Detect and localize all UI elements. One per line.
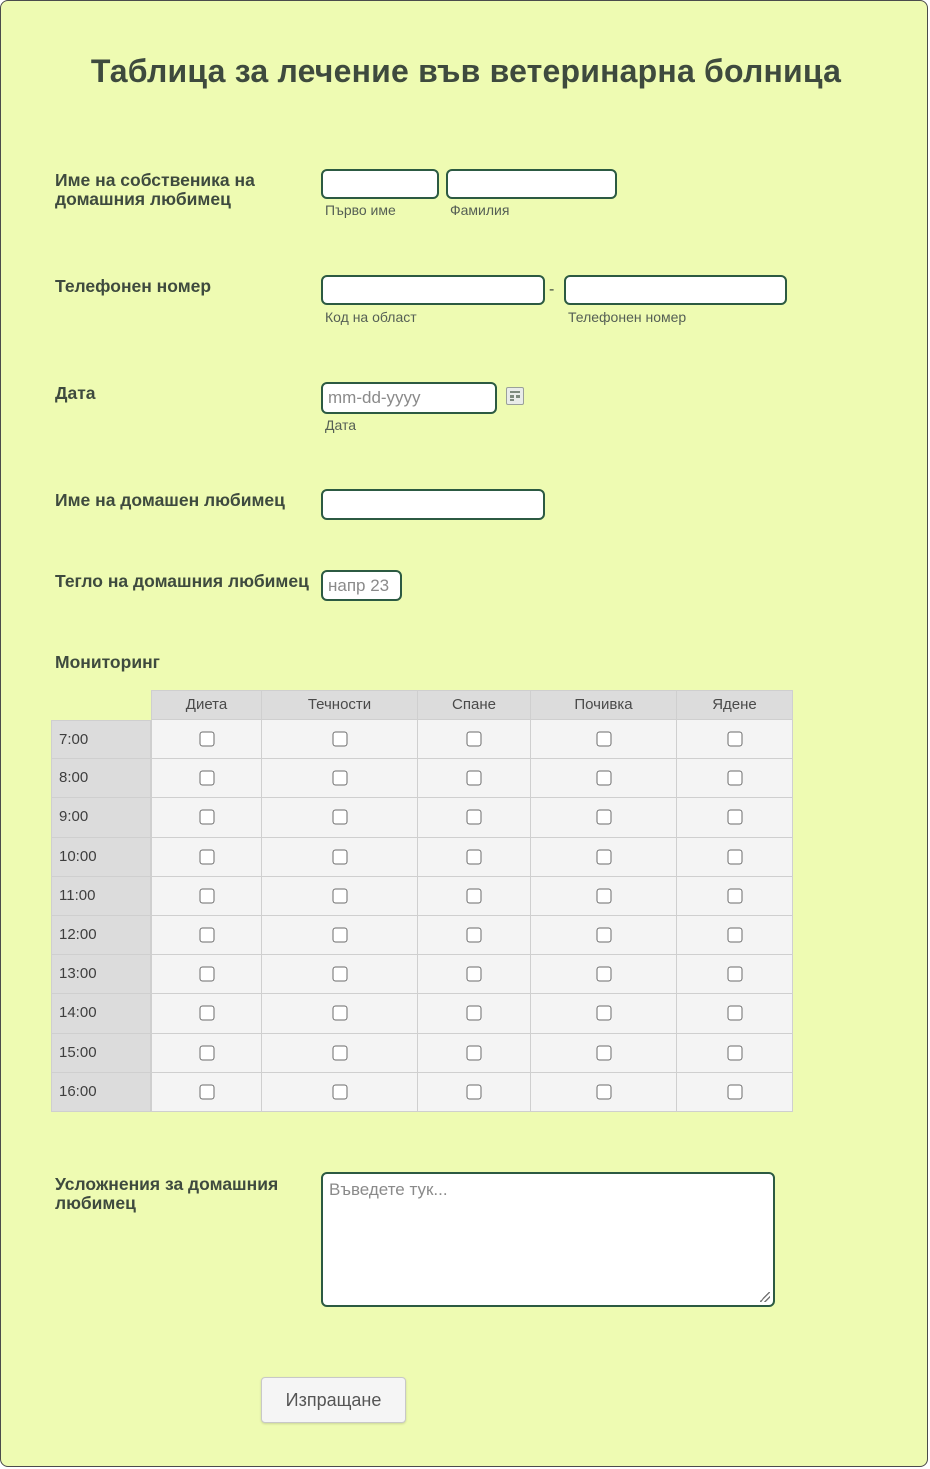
grid-checkbox[interactable] xyxy=(332,967,347,982)
pet-name-input[interactable] xyxy=(321,489,545,520)
grid-cell xyxy=(262,877,418,916)
grid-row-header: 8:00 xyxy=(51,759,151,798)
grid-cell xyxy=(418,1034,531,1073)
owner-last-name-input[interactable] xyxy=(446,169,617,199)
grid-cell xyxy=(418,759,531,798)
grid-checkbox[interactable] xyxy=(199,1006,214,1021)
grid-checkbox[interactable] xyxy=(467,732,482,747)
grid-checkbox[interactable] xyxy=(596,732,611,747)
grid-checkbox[interactable] xyxy=(199,967,214,982)
grid-checkbox[interactable] xyxy=(199,810,214,825)
owner-name-label: Име на собственика на домашния любимец xyxy=(55,170,255,209)
grid-cell xyxy=(677,798,793,837)
grid-checkbox[interactable] xyxy=(199,732,214,747)
grid-cell xyxy=(418,955,531,994)
grid-checkbox[interactable] xyxy=(467,1045,482,1060)
grid-checkbox[interactable] xyxy=(727,1045,742,1060)
grid-checkbox[interactable] xyxy=(727,771,742,786)
form-title: Таблица за лечение във ветеринарна болница xyxy=(90,53,842,89)
grid-cell xyxy=(262,1034,418,1073)
grid-cell xyxy=(151,720,262,759)
grid-cell xyxy=(677,720,793,759)
grid-row-header: 10:00 xyxy=(51,838,151,877)
grid-column-header: Диета xyxy=(151,690,262,720)
grid-cell xyxy=(677,1073,793,1112)
grid-checkbox[interactable] xyxy=(596,771,611,786)
area-code-sublabel: Код на област xyxy=(325,309,417,325)
grid-checkbox[interactable] xyxy=(727,732,742,747)
grid-checkbox[interactable] xyxy=(467,1084,482,1099)
date-label: Дата xyxy=(55,383,96,403)
grid-cell xyxy=(677,1034,793,1073)
grid-row-header: 11:00 xyxy=(51,877,151,916)
last-name-sublabel: Фамилия xyxy=(450,202,510,218)
grid-checkbox[interactable] xyxy=(332,888,347,903)
grid-checkbox[interactable] xyxy=(332,1006,347,1021)
grid-cell xyxy=(151,1073,262,1112)
monitoring-label: Мониторинг xyxy=(55,652,160,672)
monitoring-grid xyxy=(51,690,793,1112)
grid-column-header: Почивка xyxy=(531,690,677,720)
grid-cell xyxy=(531,1073,677,1112)
grid-checkbox[interactable] xyxy=(727,849,742,864)
grid-checkbox[interactable] xyxy=(467,888,482,903)
owner-first-name-input[interactable] xyxy=(321,169,439,199)
grid-row-header: 16:00 xyxy=(51,1073,151,1112)
grid-cell xyxy=(531,720,677,759)
grid-cell xyxy=(262,994,418,1033)
grid-checkbox[interactable] xyxy=(467,849,482,864)
grid-checkbox[interactable] xyxy=(596,849,611,864)
grid-checkbox[interactable] xyxy=(199,771,214,786)
grid-cell xyxy=(677,877,793,916)
grid-checkbox[interactable] xyxy=(467,771,482,786)
grid-checkbox[interactable] xyxy=(596,888,611,903)
grid-column-header: Ядене xyxy=(677,690,793,720)
grid-cell xyxy=(418,916,531,955)
grid-checkbox[interactable] xyxy=(596,1045,611,1060)
submit-button[interactable]: Изпращане xyxy=(261,1377,406,1423)
grid-column-header: Течности xyxy=(262,690,418,720)
grid-cell xyxy=(531,955,677,994)
phone-area-code-input[interactable] xyxy=(321,275,545,305)
grid-row-header: 12:00 xyxy=(51,916,151,955)
grid-row-header: 7:00 xyxy=(51,720,151,759)
phone-separator: - xyxy=(549,281,555,298)
grid-row-header: 13:00 xyxy=(51,955,151,994)
grid-row-header: 15:00 xyxy=(51,1034,151,1073)
grid-checkbox[interactable] xyxy=(727,967,742,982)
pet-weight-label: Тегло на домашния любимец xyxy=(55,571,309,591)
grid-row-header: 14:00 xyxy=(51,994,151,1033)
grid-checkbox[interactable] xyxy=(596,967,611,982)
grid-cell xyxy=(531,1034,677,1073)
grid-cell xyxy=(151,955,262,994)
grid-cell xyxy=(418,1073,531,1112)
grid-cell xyxy=(262,720,418,759)
grid-cell xyxy=(677,994,793,1033)
grid-checkbox[interactable] xyxy=(596,928,611,943)
grid-checkbox[interactable] xyxy=(727,888,742,903)
grid-checkbox[interactable] xyxy=(332,928,347,943)
grid-checkbox[interactable] xyxy=(332,1045,347,1060)
grid-cell xyxy=(262,798,418,837)
grid-checkbox[interactable] xyxy=(199,928,214,943)
pet-name-label: Име на домашен любимец xyxy=(55,490,285,510)
grid-cell xyxy=(677,916,793,955)
complications-textarea[interactable] xyxy=(321,1172,775,1307)
grid-checkbox[interactable] xyxy=(332,810,347,825)
grid-cell xyxy=(262,838,418,877)
grid-checkbox[interactable] xyxy=(727,1006,742,1021)
grid-cell xyxy=(418,798,531,837)
grid-cell xyxy=(262,955,418,994)
grid-cell xyxy=(418,877,531,916)
grid-cell xyxy=(151,994,262,1033)
calendar-icon[interactable] xyxy=(506,387,524,405)
complications-placeholder: Въведете тук... xyxy=(329,1180,448,1199)
phone-label: Телефонен номер xyxy=(55,276,212,296)
grid-checkbox[interactable] xyxy=(596,1084,611,1099)
grid-cell xyxy=(531,877,677,916)
grid-row-header: 9:00 xyxy=(51,798,151,837)
grid-cell xyxy=(531,798,677,837)
grid-cell xyxy=(531,759,677,798)
grid-cell xyxy=(418,994,531,1033)
grid-checkbox[interactable] xyxy=(596,1006,611,1021)
pet-weight-input[interactable] xyxy=(321,570,402,601)
grid-cell xyxy=(418,720,531,759)
grid-checkbox[interactable] xyxy=(199,1084,214,1099)
grid-cell xyxy=(677,759,793,798)
grid-cell xyxy=(531,916,677,955)
grid-cell xyxy=(151,916,262,955)
grid-checkbox[interactable] xyxy=(332,1084,347,1099)
grid-checkbox[interactable] xyxy=(199,1045,214,1060)
first-name-sublabel: Първо име xyxy=(325,202,396,218)
grid-checkbox[interactable] xyxy=(467,928,482,943)
resize-grip-icon[interactable] xyxy=(760,1292,770,1302)
grid-cell xyxy=(151,759,262,798)
grid-cell xyxy=(151,838,262,877)
grid-column-header: Спане xyxy=(418,690,531,720)
grid-checkbox[interactable] xyxy=(332,732,347,747)
grid-cell xyxy=(418,838,531,877)
grid-checkbox[interactable] xyxy=(727,810,742,825)
grid-cell xyxy=(531,838,677,877)
grid-cell xyxy=(262,759,418,798)
grid-cell xyxy=(151,798,262,837)
grid-checkbox[interactable] xyxy=(199,849,214,864)
phone-number-sublabel: Телефонен номер xyxy=(568,309,687,325)
date-sublabel: Дата xyxy=(325,417,357,433)
grid-cell xyxy=(151,1034,262,1073)
complications-label: Усложнения за домашния любимец xyxy=(55,1174,279,1213)
grid-checkbox[interactable] xyxy=(467,1006,482,1021)
grid-cell xyxy=(531,994,677,1033)
grid-cell xyxy=(262,1073,418,1112)
grid-checkbox[interactable] xyxy=(332,771,347,786)
phone-number-input[interactable] xyxy=(564,275,787,305)
grid-checkbox[interactable] xyxy=(727,1084,742,1099)
grid-checkbox[interactable] xyxy=(199,888,214,903)
date-input[interactable] xyxy=(321,382,497,414)
grid-cell xyxy=(677,955,793,994)
grid-cell xyxy=(151,877,262,916)
grid-cell xyxy=(262,916,418,955)
grid-checkbox[interactable] xyxy=(467,810,482,825)
grid-checkbox[interactable] xyxy=(467,967,482,982)
grid-checkbox[interactable] xyxy=(727,928,742,943)
grid-checkbox[interactable] xyxy=(596,810,611,825)
grid-cell xyxy=(677,838,793,877)
grid-checkbox[interactable] xyxy=(332,849,347,864)
